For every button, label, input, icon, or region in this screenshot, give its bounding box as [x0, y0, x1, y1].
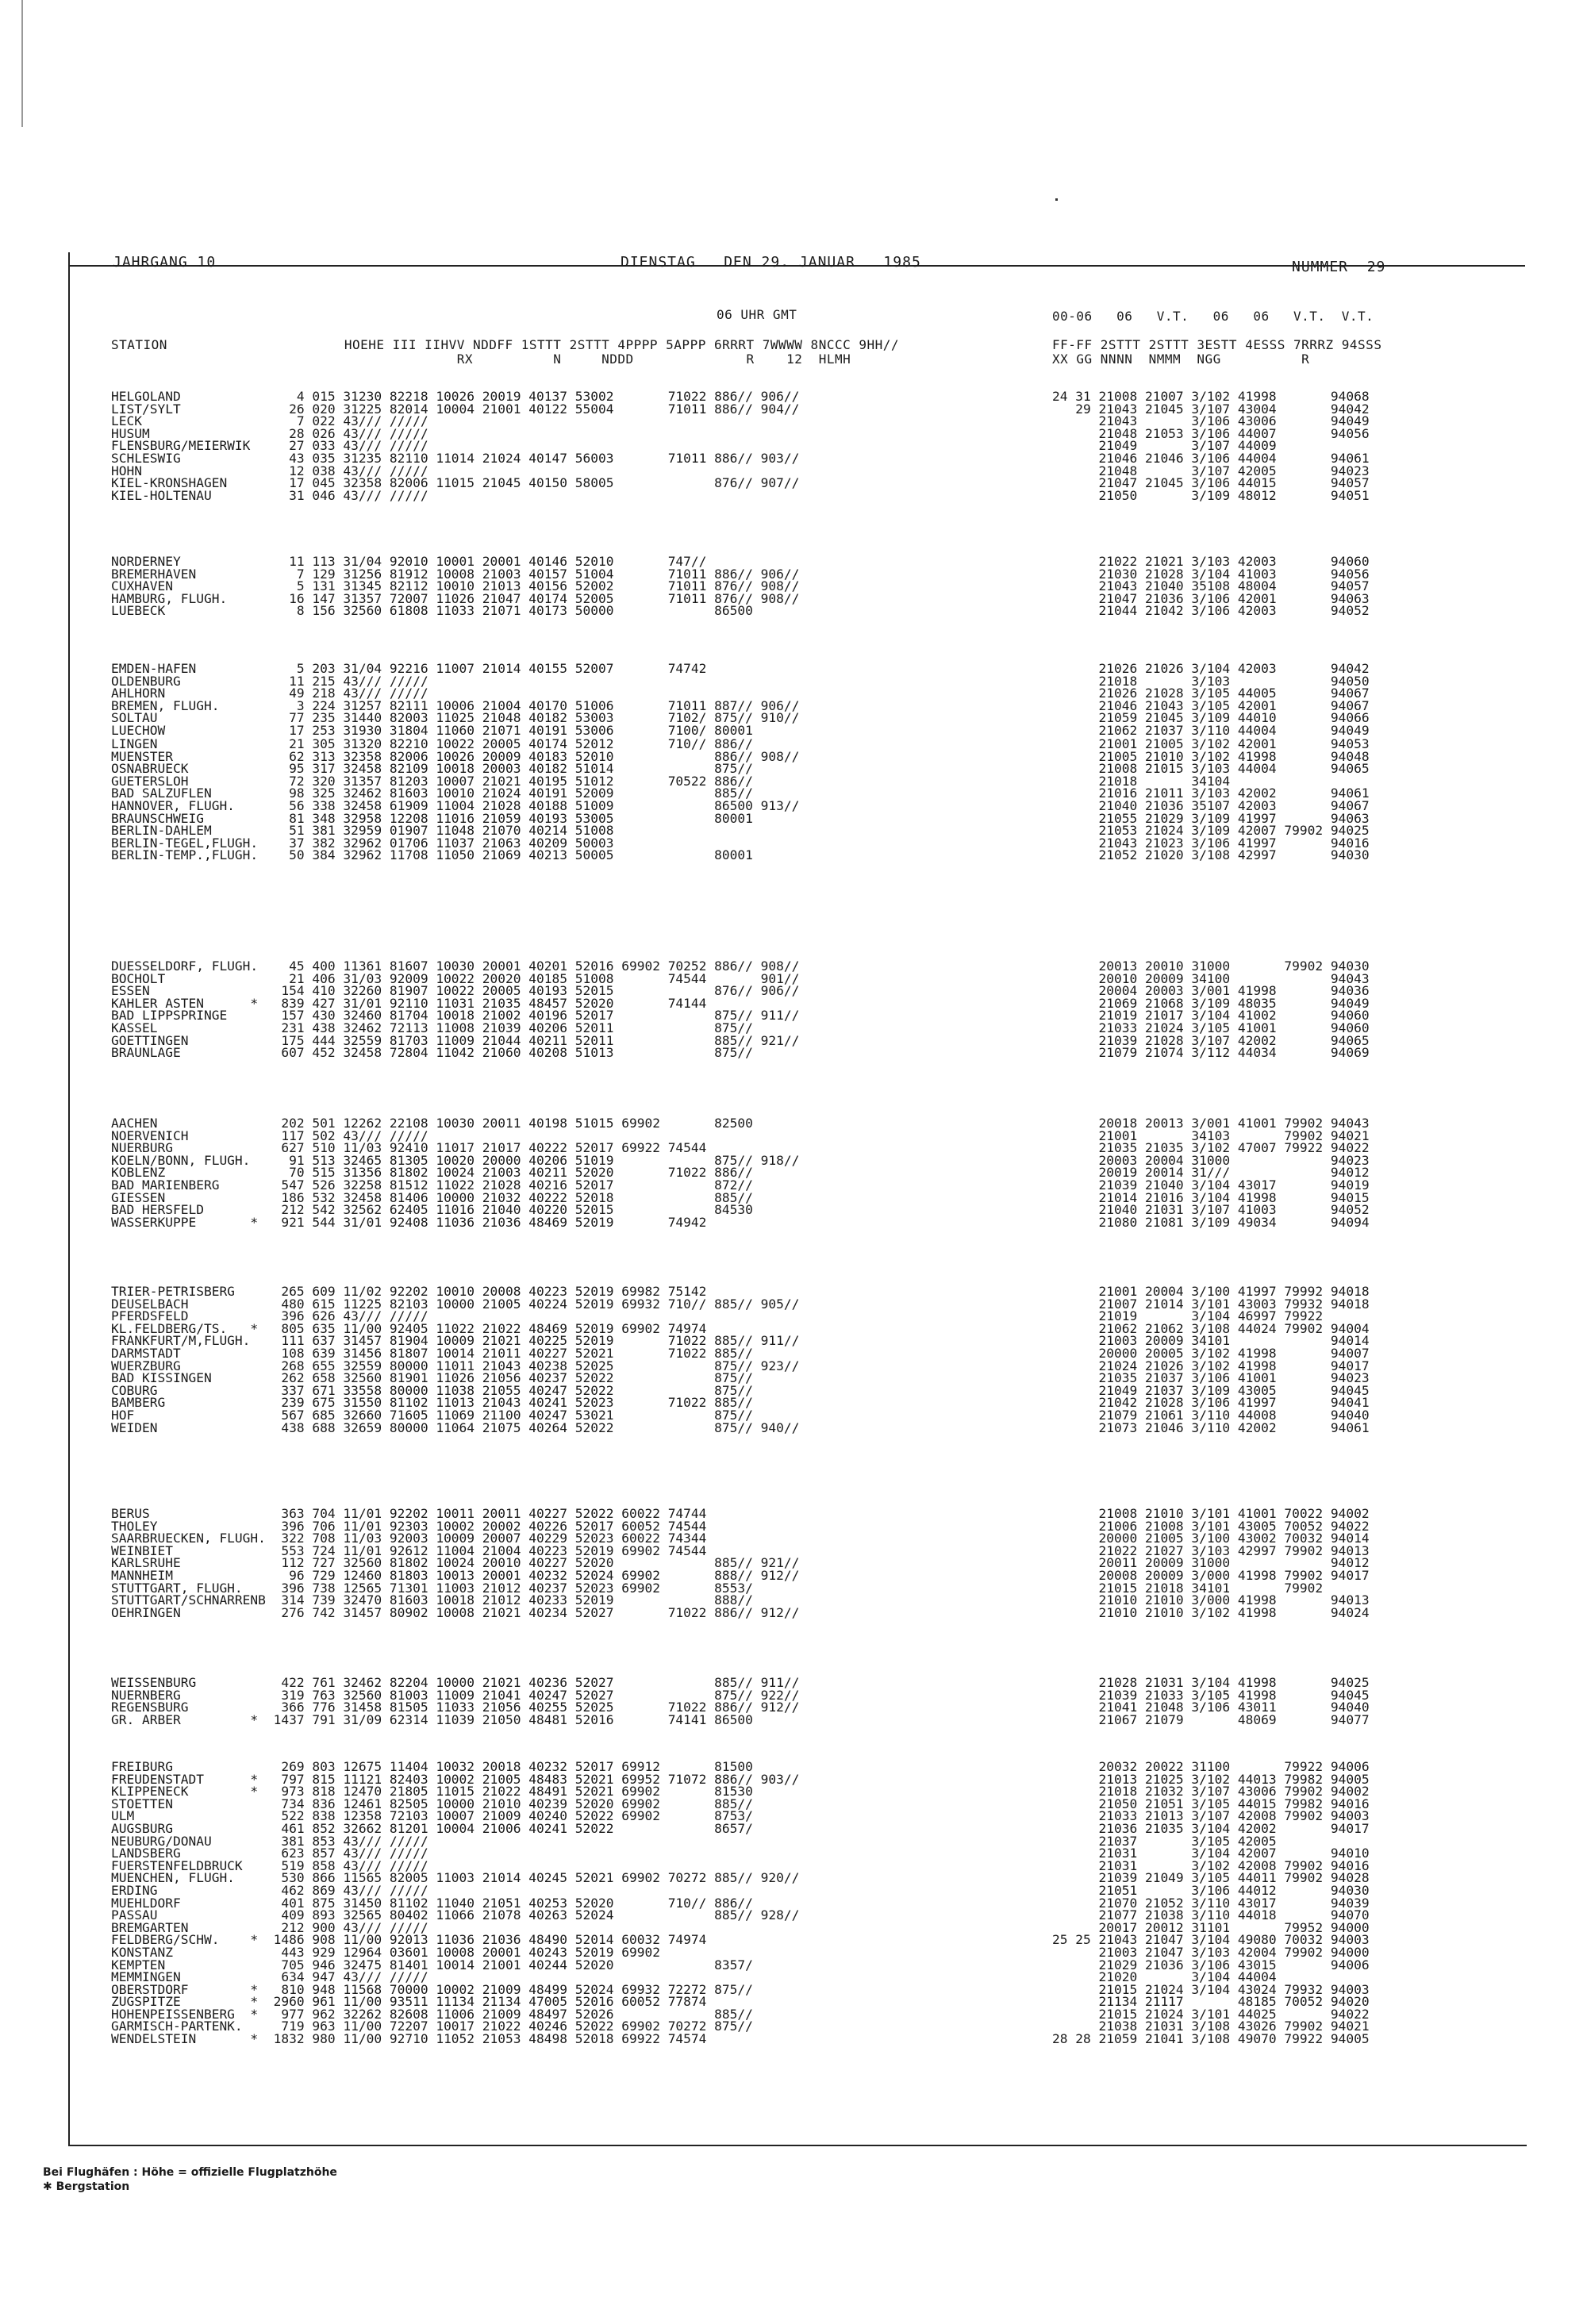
station-group — [111, 1117, 799, 1228]
summary-group — [1052, 1508, 1370, 1619]
station-row: WEISSENBURG 422 761 32462 82204 10000 21021 40236 52027 885// 911// — [111, 1675, 800, 1690]
summary-row: 21018 3/103 94050 — [1052, 673, 1370, 689]
summary-row: 21044 21042 3/106 42003 94052 — [1052, 603, 1370, 619]
station-row: KIEL-HOLTENAU 31 046 43/// ///// — [111, 487, 428, 503]
station-row: WASSERKUPPE * 921 544 31/01 92408 11036 21036 48469 52019 74942 — [111, 1214, 707, 1230]
column-codes-left: STATION HOEHE III IIHVV NDDFF 1STTT 2STTT 4PPPP 5APPP 6RRRT 7WWWW 8NCCC 9HH// — [111, 337, 900, 352]
summary-row: 20004 20003 3/001 41998 94036 — [1052, 983, 1370, 999]
summary-row: 21043 21023 3/106 41997 94016 — [1052, 835, 1370, 851]
station-row: BERLIN-TEMP.,FLUGH. 50 384 32962 11708 11050 21069 40213 50005 80001 — [111, 847, 753, 863]
station-row: REGENSBURG 366 776 31458 81505 11033 21056 40255 52025 71022 886// 912// — [111, 1700, 800, 1715]
station-row: COBURG 337 671 33558 80000 11038 21055 40247 52022 875// — [111, 1382, 753, 1398]
station-row: MUENCHEN, FLUGH. 530 866 11565 82005 11003 21014 40245 52021 69902 70272 885// 920// — [111, 1870, 800, 1886]
summary-row: 20017 20012 31101 79952 94000 — [1052, 1919, 1370, 1935]
summary-row: 21019 21017 3/104 41002 94060 — [1052, 1008, 1370, 1024]
summary-row: 21026 21028 3/105 44005 94067 — [1052, 686, 1370, 701]
station-row: NORDERNEY 11 113 31/04 92010 10001 20001 40146 52010 747// — [111, 554, 707, 569]
summary-row: 21049 3/107 44009 — [1052, 438, 1277, 454]
station-group — [111, 1761, 799, 2046]
station-row: BAD KISSINGEN 262 658 32560 81901 11026 21056 40237 52022 875// — [111, 1370, 753, 1386]
station-row: HELGOLAND 4 015 31230 82218 10026 20019 40137 53002 71022 886// 906// — [111, 389, 800, 404]
summary-row: 21010 21010 3/102 41998 94024 — [1052, 1604, 1370, 1620]
summary-row: 21031 3/102 42008 79902 94016 — [1052, 1857, 1370, 1873]
station-row: OEHRINGEN 276 742 31457 80902 10008 21021 40234 52027 71022 886// 912// — [111, 1604, 800, 1620]
summary-row: 21062 21062 3/108 44024 79902 94004 — [1052, 1320, 1370, 1336]
summary-row: 21008 21010 3/101 41001 70022 94002 — [1052, 1506, 1370, 1521]
summary-row: 21018 21032 3/107 43006 79902 94002 — [1052, 1784, 1370, 1800]
summary-row: 21039 21028 3/107 42002 94065 — [1052, 1032, 1370, 1048]
scan-edge-mark — [21, 0, 23, 127]
station-row: LECK 7 022 43/// ///// — [111, 413, 428, 429]
station-row: LANDSBERG 623 857 43/// ///// — [111, 1846, 428, 1861]
summary-row: 28 28 21059 21041 3/108 49070 79922 94005 — [1052, 2031, 1370, 2047]
station-row: BOCHOLT 21 406 31/03 92009 10022 20020 40185 51008 74544 901// — [111, 970, 800, 986]
station-row: AUGSBURG 461 852 32662 81201 10004 21006 40241 52022 8657/ — [111, 1820, 753, 1836]
station-row: GUETERSLOH 72 320 31357 81203 10007 21021 40195 51012 70522 886// — [111, 773, 753, 789]
summary-row: 21038 21031 3/108 43026 79902 94021 — [1052, 2019, 1370, 2034]
station-row: GIESSEN 186 532 32458 81406 10000 21032 40222 52018 885// — [111, 1189, 753, 1205]
summary-row: 21031 3/104 42007 94010 — [1052, 1846, 1370, 1861]
station-row: FREIBURG 269 803 12675 11404 10032 20018 40232 52017 69912 81500 — [111, 1759, 753, 1774]
station-group — [111, 1677, 799, 1726]
summary-row: 21047 21045 3/106 44015 94057 — [1052, 475, 1370, 491]
summary-row: 21005 21010 3/102 41998 94048 — [1052, 748, 1370, 764]
summary-group — [1052, 738, 1370, 862]
summary-row: 21049 21037 3/109 43005 94045 — [1052, 1382, 1370, 1398]
station-row: OSNABRUECK 95 317 32458 82109 10018 20003 40182 51014 875// — [111, 761, 753, 777]
station-row: PASSAU 409 893 32565 80402 11066 21078 40263 52024 885// 928// — [111, 1907, 800, 1923]
summary-row: 21008 21015 3/103 44004 94065 — [1052, 761, 1370, 777]
summary-row: 20018 20013 3/001 41001 79902 94043 — [1052, 1116, 1370, 1131]
station-row: THOLEY 396 706 11/01 92303 10002 20002 40226 52017 60052 74544 — [111, 1518, 707, 1534]
summary-group — [1052, 555, 1370, 617]
station-row: KASSEL 231 438 32462 72113 11008 21039 40206 52011 875// — [111, 1020, 753, 1035]
station-row: FLENSBURG/MEIERWIK 27 033 43/// ///// — [111, 438, 428, 454]
station-row: KEMPTEN 705 946 32475 81401 10014 21001 40244 52020 8357/ — [111, 1957, 753, 1973]
summary-group — [1052, 390, 1370, 501]
summary-row: 21006 21008 3/101 43005 70052 94022 — [1052, 1518, 1370, 1534]
station-group — [111, 738, 799, 862]
summary-row: 21001 34103 79902 94021 — [1052, 1127, 1370, 1143]
station-row: FRANKFURT/M,FLUGH. 111 637 31457 81904 10009 21021 40225 52019 71022 885// 911// — [111, 1333, 800, 1349]
station-row: FREUDENSTADT * 797 815 11121 82403 10002 21005 48483 52021 69952 71072 886// 903// — [111, 1771, 800, 1787]
summary-row: 21050 3/109 48012 94051 — [1052, 487, 1370, 503]
station-row: MUEHLDORF 401 875 31450 81102 11040 21051 40253 52020 710// 886// — [111, 1895, 753, 1911]
summary-row: 21013 21025 3/102 44013 79982 94005 — [1052, 1771, 1370, 1787]
summary-row: 21030 21028 3/104 41003 94056 — [1052, 566, 1370, 582]
station-row: KARLSRUHE 112 727 32560 81802 10024 20010 40227 52020 885// 921// — [111, 1555, 800, 1571]
station-row: ZUGSPITZE * 2960 961 11/00 93511 11134 21134 47005 52016 60052 77874 — [111, 1994, 707, 2010]
station-row: BREMERHAVEN 7 129 31256 81912 10008 21003 40157 51004 71011 886// 906// — [111, 566, 800, 582]
station-row: NOERVENICH 117 502 43/// ///// — [111, 1127, 428, 1143]
station-row: SAARBRUECKEN, FLUGH. 322 708 11/03 92003 10009 20007 40229 52023 60022 74344 — [111, 1531, 707, 1546]
summary-row: 21051 3/106 44012 94030 — [1052, 1882, 1370, 1898]
summary-row: 21003 21047 3/103 42004 79902 94000 — [1052, 1944, 1370, 1960]
summary-group — [1052, 1761, 1370, 2046]
station-row: KL.FELDBERG/TS. * 805 635 11/00 92405 11022 21022 48469 52019 69902 74974 — [111, 1320, 707, 1336]
summary-row: 21028 21031 3/104 41998 94025 — [1052, 1675, 1370, 1690]
summary-row: 21022 21021 3/103 42003 94060 — [1052, 554, 1370, 569]
summary-row: 21073 21046 3/110 42002 94061 — [1052, 1419, 1370, 1435]
summary-row: 21059 21045 3/109 44010 94066 — [1052, 710, 1370, 726]
summary-row: 20013 20010 31000 79902 94030 — [1052, 958, 1370, 974]
station-row: OBERSTDORF * 810 948 11568 70000 10002 21009 48499 52024 69932 72272 875// — [111, 1981, 753, 1997]
summary-row: 25 25 21043 21047 3/104 49080 70032 94003 — [1052, 1932, 1370, 1948]
station-group — [111, 1508, 799, 1619]
summary-row: 21134 21117 48185 70052 94020 — [1052, 1994, 1370, 2010]
summary-row: 20000 21005 3/100 43002 70032 94014 — [1052, 1531, 1370, 1546]
station-row: AHLHORN 49 218 43/// ///// — [111, 686, 428, 701]
summary-row: 21037 3/105 42005 — [1052, 1833, 1277, 1849]
summary-row: 21010 21010 3/000 41998 94013 — [1052, 1592, 1370, 1608]
summary-row: 21077 21038 3/110 44018 94070 — [1052, 1907, 1370, 1923]
station-row: STUTTGART/SCHNARRENB 314 739 32470 81603 10018 21012 40233 52019 888// — [111, 1592, 753, 1608]
summary-row: 21080 21081 3/109 49034 94094 — [1052, 1214, 1370, 1230]
column-codes-right: FF-FF 2STTT 2STTT 3ESTT 4ESSS 7RRRZ 94SSS — [1052, 337, 1382, 352]
summary-row: 21042 21028 3/106 41997 94041 — [1052, 1395, 1370, 1411]
station-row: KLIPPENECK * 973 818 12470 21805 11015 21022 48491 52021 69902 81530 — [111, 1784, 753, 1800]
summary-row: 24 31 21008 21007 3/102 41998 94068 — [1052, 389, 1370, 404]
summary-row: 21035 21035 3/102 47007 79922 94022 — [1052, 1140, 1370, 1156]
station-row: SCHLESWIG 43 035 31235 82110 11014 21024 40147 56003 71011 886// 903// — [111, 450, 800, 466]
footnote-mountain-station: ✱ Bergstation — [43, 2180, 130, 2193]
station-row: OLDENBURG 11 215 43/// ///// — [111, 673, 428, 689]
summary-row: 21039 21040 3/104 43017 94019 — [1052, 1177, 1370, 1193]
summary-row: 21020 3/104 44004 — [1052, 1969, 1277, 1985]
summary-row: 20032 20022 31100 79922 94006 — [1052, 1759, 1370, 1774]
summary-row: 21015 21024 3/101 44025 94022 — [1052, 2006, 1370, 2022]
station-row: BERLIN-DAHLEM 51 381 32959 01907 11048 21070 40214 51008 — [111, 823, 614, 839]
summary-row: 21079 21061 3/110 44008 94040 — [1052, 1407, 1370, 1423]
summary-row: 21043 3/106 43006 94049 — [1052, 413, 1370, 429]
station-row: BERUS 363 704 11/01 92202 10011 20011 40227 52022 60022 74744 — [111, 1506, 707, 1521]
station-group — [111, 960, 799, 1059]
summary-row: 20011 20009 31000 94012 — [1052, 1555, 1370, 1571]
station-group — [111, 1285, 799, 1434]
summary-group — [1052, 960, 1370, 1059]
summary-row: 21047 21036 3/106 42001 94063 — [1052, 590, 1370, 606]
summary-row: 21022 21027 3/103 42997 79902 94013 — [1052, 1542, 1370, 1558]
station-row: DUESSELDORF, FLUGH. 45 400 11361 81607 10030 20001 40201 52016 69902 70252 886// 908// — [111, 958, 800, 974]
station-row: BERLIN-TEGEL,FLUGH. 37 382 32962 01706 11037 21063 40209 50003 — [111, 835, 614, 851]
summary-row: 21039 21049 3/105 44011 79902 94028 — [1052, 1870, 1370, 1886]
station-row: BAMBERG 239 675 31550 81102 11013 21043 40241 52023 71022 885// — [111, 1395, 753, 1411]
station-row: BAD MARIENBERG 547 526 32258 81512 11022 21028 40216 52017 872// — [111, 1177, 753, 1193]
summary-row: 20008 20009 3/000 41998 79902 94017 — [1052, 1567, 1370, 1583]
footnote-airport-height: Bei Flughäfen : Höhe = offizielle Flugplatzhöhe — [43, 2166, 337, 2179]
station-row: ERDING 462 869 43/// ///// — [111, 1882, 428, 1898]
station-row: TRIER-PETRISBERG 265 609 11/02 92202 10010 20008 40223 52019 69982 75142 — [111, 1284, 707, 1299]
station-row: PFERDSFELD 396 626 43/// ///// — [111, 1308, 428, 1324]
station-row: GR. ARBER * 1437 791 31/09 62314 11039 21050 48481 52016 74141 86500 — [111, 1711, 753, 1727]
station-row: SOLTAU 77 235 31440 82003 11025 21048 40182 53003 7102/ 875// 910// — [111, 710, 800, 726]
station-row: LUECHOW 17 253 31930 31804 11060 21071 40191 53006 7100/ 80001 — [111, 722, 753, 738]
station-row: NUERNBERG 319 763 32560 81003 11009 21041 40247 52027 875// 922// — [111, 1687, 800, 1703]
station-row: HOF 567 685 32660 71605 11069 21100 40247 53021 875// — [111, 1407, 753, 1423]
summary-row: 21055 21029 3/109 41997 94063 — [1052, 810, 1370, 826]
jahrgang-label: JAHRGANG 10 — [113, 254, 217, 271]
summary-row: 21067 21079 48069 94077 — [1052, 1711, 1370, 1727]
station-group — [111, 555, 799, 617]
summary-row: 21026 21026 3/104 42003 94042 — [1052, 661, 1370, 676]
summary-row: 21019 3/104 46997 79922 — [1052, 1308, 1324, 1324]
station-row: DEUSELBACH 480 615 11225 82103 10000 21005 40224 52019 69932 710// 885// 905// — [111, 1296, 800, 1312]
summary-row: 21018 34104 — [1052, 773, 1231, 789]
summary-row: 21053 21024 3/109 42007 79902 94025 — [1052, 823, 1370, 839]
summary-row: 21046 21046 3/106 44004 94061 — [1052, 450, 1370, 466]
station-row: MEMMINGEN 634 947 43/// ///// — [111, 1969, 428, 1985]
summary-row: 21003 20009 34101 94014 — [1052, 1333, 1370, 1349]
column-codes-left-sub: RX N NDDD R 12 HLMH — [111, 351, 851, 367]
summary-row: 21046 21043 3/105 42001 94067 — [1052, 697, 1370, 713]
summary-row: 21035 21037 3/106 41001 94023 — [1052, 1370, 1370, 1386]
station-row: WEINBIET 553 724 11/01 92612 11004 21004 40223 52019 69902 74544 — [111, 1542, 707, 1558]
station-row: DARMSTADT 108 639 31456 81807 10014 21011 40227 52021 71022 885// — [111, 1345, 753, 1361]
summary-row: 21001 20004 3/100 41997 79992 94018 — [1052, 1284, 1370, 1299]
summary-row: 21062 21037 3/110 44004 94049 — [1052, 722, 1370, 738]
station-row: HOHN 12 038 43/// ///// — [111, 463, 428, 478]
station-row: LIST/SYLT 26 020 31225 82014 10004 21001 40122 55004 71011 886// 904// — [111, 401, 800, 417]
station-row: NUERBURG 627 510 11/03 92410 11017 21017 40222 52017 69922 74544 — [111, 1140, 707, 1156]
station-row: HAMBURG, FLUGH. 16 147 31357 72007 11026 21047 40174 52005 71011 876// 908// — [111, 590, 800, 606]
station-row: LINGEN 21 305 31320 82210 10022 20005 40174 52012 710// 886// — [111, 736, 753, 751]
right-columns-caption: 00-06 06 V.T. 06 06 V.T. V.T. — [1052, 309, 1374, 324]
station-row: BAD HERSFELD 212 542 32562 62405 11016 21040 40220 52015 84530 — [111, 1202, 753, 1218]
summary-group — [1052, 1285, 1370, 1434]
station-row: WUERZBURG 268 655 32559 80000 11011 21043 40238 52025 875// 923// — [111, 1358, 800, 1373]
summary-row: 20000 20005 3/102 41998 94007 — [1052, 1345, 1370, 1361]
observation-time-caption: 06 UHR GMT — [717, 307, 797, 322]
station-row: STOETTEN 734 836 12461 82505 10000 21010 40239 52020 69902 885// — [111, 1796, 753, 1811]
summary-row: 21040 21031 3/107 41003 94052 — [1052, 1202, 1370, 1218]
summary-row: 21024 21026 3/102 41998 94017 — [1052, 1358, 1370, 1373]
station-row: BAD SALZUFLEN 98 325 32462 81603 10010 21024 40191 52009 885// — [111, 786, 753, 801]
summary-row: 21070 21052 3/110 43017 94039 — [1052, 1895, 1370, 1911]
summary-row: 21014 21016 3/104 41998 94015 — [1052, 1189, 1370, 1205]
station-row: GOETTINGEN 175 444 32559 81703 11009 21044 40211 52011 885// 921// — [111, 1032, 800, 1048]
station-row: CUXHAVEN 5 131 31345 82112 10010 21013 40156 52002 71011 876// 908// — [111, 578, 800, 594]
station-row: LUEBECK 8 156 32560 61808 11033 21071 40173 50000 86500 — [111, 603, 753, 619]
summary-group — [1052, 1117, 1370, 1228]
station-row: EMDEN-HAFEN 5 203 31/04 92216 11007 21014 40155 52007 74742 — [111, 661, 707, 676]
station-row: GARMISCH-PARTENK. 719 963 11/00 72207 10017 21022 40246 52022 69902 70272 875// — [111, 2019, 753, 2034]
summary-row: 21029 21036 3/106 43015 94006 — [1052, 1957, 1370, 1973]
station-row: HANNOVER, FLUGH. 56 338 32458 61909 11004 21028 40188 51009 86500 913// — [111, 797, 800, 813]
summary-row: 21033 21013 3/107 42008 79902 94003 — [1052, 1808, 1370, 1824]
station-row: BRAUNLAGE 607 452 32458 72804 11042 21060 40208 51013 875// — [111, 1045, 753, 1061]
summary-row: 21040 21036 35107 42003 94067 — [1052, 797, 1370, 813]
station-row: BREMEN, FLUGH. 3 224 31257 82111 10006 21004 40170 51006 71011 887// 906// — [111, 697, 800, 713]
summary-row: 21007 21014 3/101 43003 79932 94018 — [1052, 1296, 1370, 1312]
station-row: FELDBERG/SCHW. * 1486 908 11/00 92013 11036 21036 48490 52014 60032 74974 — [111, 1932, 707, 1948]
summary-row: 20019 20014 31/// 94012 — [1052, 1165, 1370, 1181]
station-row: MUENSTER 62 313 32358 82006 10026 20009 40183 52010 886// 908// — [111, 748, 800, 764]
station-row: KAHLER ASTEN * 839 427 31/01 92110 11031 21035 48457 52020 74144 — [111, 995, 707, 1011]
station-row: HUSUM 28 026 43/// ///// — [111, 425, 428, 441]
station-row: AACHEN 202 501 12262 22108 10030 20011 40198 51015 69902 82500 — [111, 1116, 753, 1131]
station-row: FUERSTENFELDBRUCK 519 858 43/// ///// — [111, 1857, 428, 1873]
station-row: HOHENPEISSENBERG * 977 962 32262 82608 11006 21009 48497 52026 885// — [111, 2006, 753, 2022]
station-group — [111, 390, 799, 501]
summary-row: 21015 21018 34101 79902 — [1052, 1580, 1324, 1596]
station-row: WENDELSTEIN * 1832 980 11/00 92710 11052 21053 48498 52018 69922 74574 — [111, 2031, 707, 2047]
station-row: NEUBURG/DONAU 381 853 43/// ///// — [111, 1833, 428, 1849]
station-row: ESSEN 154 410 32260 81907 10022 20005 40193 52015 876// 906// — [111, 983, 800, 999]
summary-row: 21016 21011 3/103 42002 94061 — [1052, 786, 1370, 801]
station-row: KOELN/BONN, FLUGH. 91 513 32465 81305 10020 20000 40206 51019 875// 918// — [111, 1152, 800, 1168]
summary-row: 21048 21053 3/106 44007 94056 — [1052, 425, 1370, 441]
scan-speck — [1055, 198, 1058, 201]
date-label: DIENSTAG DEN 29. JANUAR 1985 — [621, 254, 921, 271]
summary-row: 21039 21033 3/105 41998 94045 — [1052, 1687, 1370, 1703]
station-row: ULM 522 838 12358 72103 10007 21009 40240 52022 69902 8753/ — [111, 1808, 753, 1824]
summary-row: 20010 20009 34100 94043 — [1052, 970, 1370, 986]
issue-number: NUMMER 29 — [1292, 259, 1386, 275]
station-row: MANNHEIM 96 729 12460 81803 10013 20001 40232 52024 69902 888// 912// — [111, 1567, 800, 1583]
station-row: STUTTGART, FLUGH. 396 738 12565 71301 11003 21012 40237 52023 69902 8553/ — [111, 1580, 753, 1596]
station-row: KOBLENZ 70 515 31356 81802 10024 21003 40211 52020 71022 886// — [111, 1165, 753, 1181]
summary-row: 20003 20004 31000 94023 — [1052, 1152, 1370, 1168]
summary-row: 21069 21068 3/109 48035 94049 — [1052, 995, 1370, 1011]
summary-group — [1052, 663, 1370, 737]
summary-row: 21033 21024 3/105 41001 94060 — [1052, 1020, 1370, 1035]
column-codes-right-sub: XX GG NNNN NMMM NGG R — [1052, 351, 1310, 367]
summary-row: 21043 21040 35108 48004 94057 — [1052, 578, 1370, 594]
station-row: BRAUNSCHWEIG 81 348 32958 12208 11016 21059 40193 53005 80001 — [111, 810, 753, 826]
summary-row: 21050 21051 3/105 44015 79982 94016 — [1052, 1796, 1370, 1811]
station-row: WEIDEN 438 688 32659 80000 11064 21075 40264 52022 875// 940// — [111, 1419, 800, 1435]
station-group — [111, 663, 799, 737]
summary-row: 21015 21024 3/104 43024 79932 94003 — [1052, 1981, 1370, 1997]
summary-row: 29 21043 21045 3/107 43004 94042 — [1052, 401, 1370, 417]
summary-group — [1052, 1677, 1370, 1726]
summary-row: 21052 21020 3/108 42997 94030 — [1052, 847, 1370, 863]
summary-row: 21048 3/107 42005 94023 — [1052, 463, 1370, 478]
summary-row: 21036 21035 3/104 42002 94017 — [1052, 1820, 1370, 1836]
summary-row: 21041 21048 3/106 43011 94040 — [1052, 1700, 1370, 1715]
summary-row: 21001 21005 3/102 42001 94053 — [1052, 736, 1370, 751]
station-row: BAD LIPPSPRINGE 157 430 32460 81704 10018 21002 40196 52017 875// 911// — [111, 1008, 800, 1024]
station-row: KONSTANZ 443 929 12964 03601 10008 20001 40243 52019 69902 — [111, 1944, 660, 1960]
station-row: KIEL-KRONSHAGEN 17 045 32358 82006 11015 21045 40150 58005 876// 907// — [111, 475, 800, 491]
station-row: BREMGARTEN 212 900 43/// ///// — [111, 1919, 428, 1935]
summary-row: 21079 21074 3/112 44034 94069 — [1052, 1045, 1370, 1061]
